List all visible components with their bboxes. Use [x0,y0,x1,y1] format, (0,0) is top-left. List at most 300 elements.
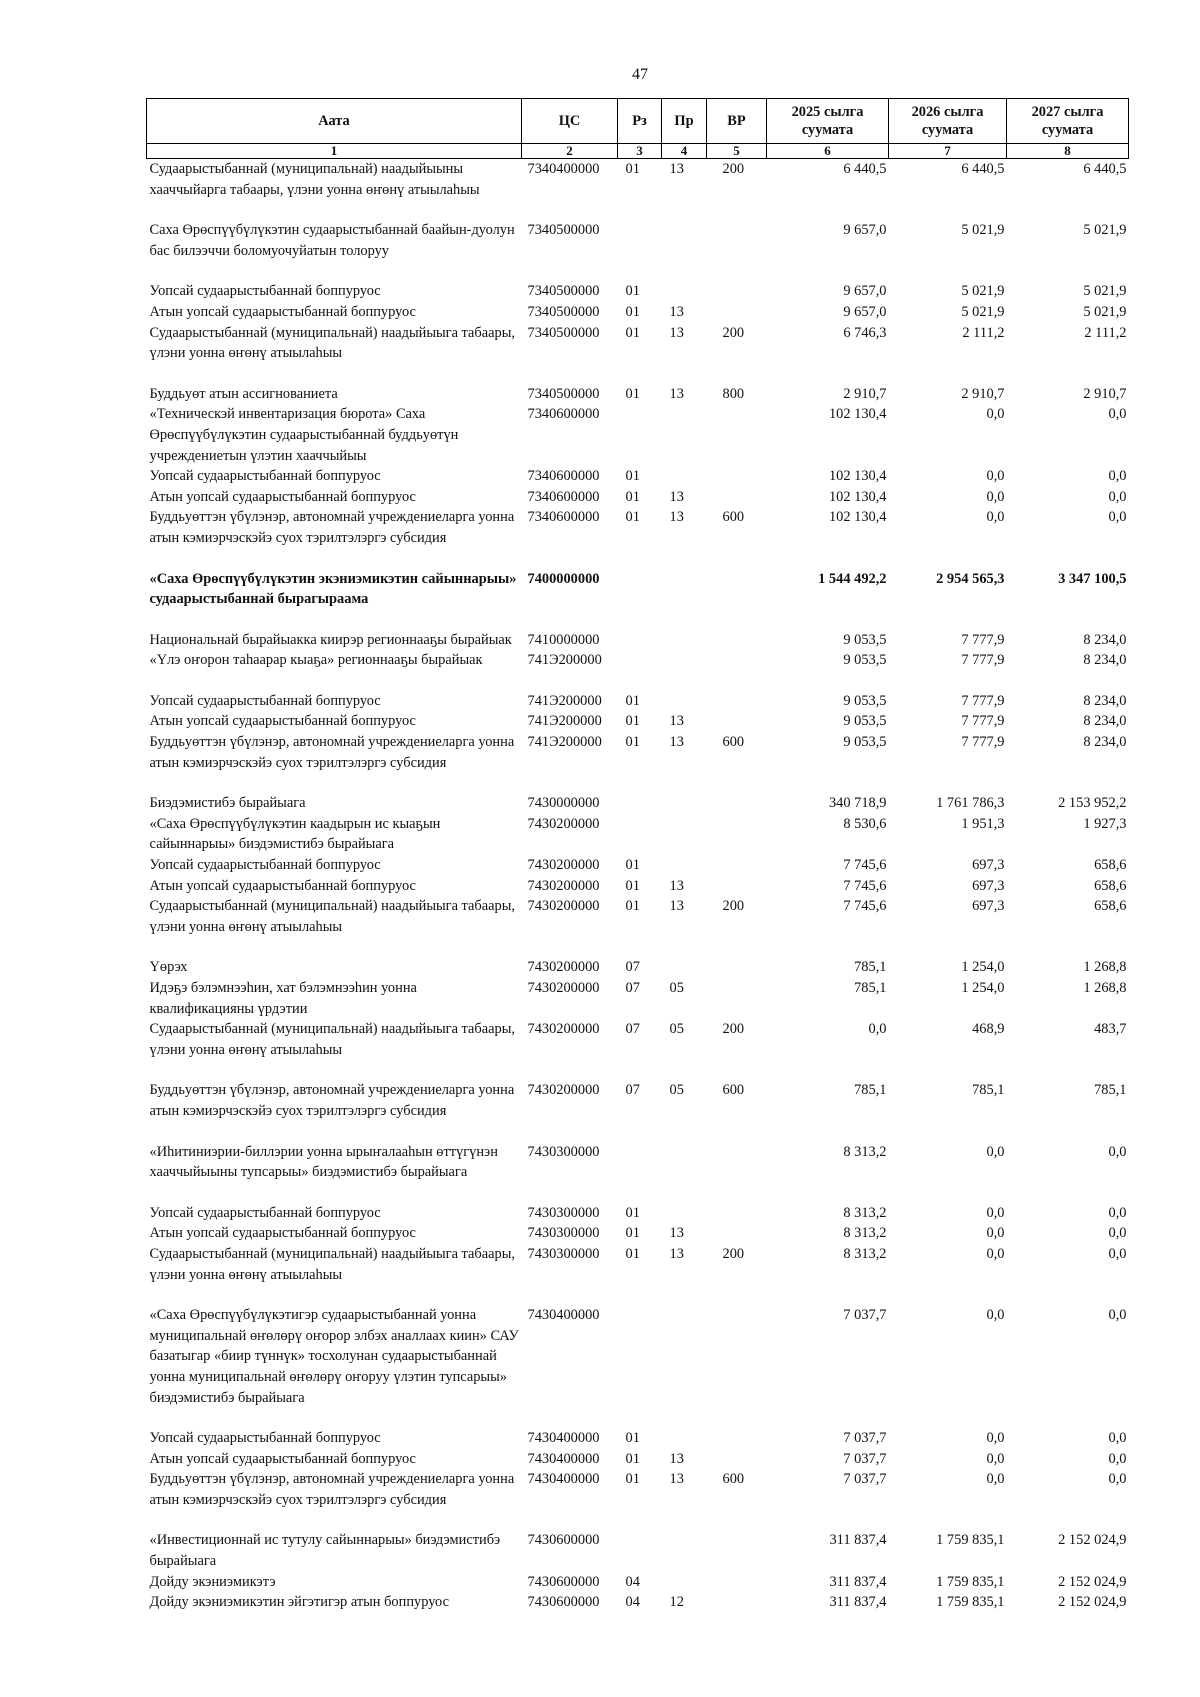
row-vr-code [707,650,767,671]
row-amount-2025: 102 130,4 [828,488,887,505]
row-cs-code: 7400000000 [527,570,600,587]
row-pr-code [662,1183,707,1224]
row-amount-2027: 0,0 [1108,1430,1127,1447]
table-row [147,1510,1129,1571]
table-row [147,711,1129,732]
row-name: Атын уопсай судаарыстыбаннай боппуруос [149,713,416,730]
row-amount-2027: 658,6 [1094,857,1127,874]
row-cs-code: 7430600000 [527,1594,600,1611]
row-amount-2025: 311 837,4 [829,1532,887,1549]
row-amount-2025: 785,1 [854,980,887,996]
row-amount-2025: 9 657,0 [843,283,887,300]
row-pr-code [662,1408,707,1449]
row-cs-code: 7430200000 [527,898,600,915]
row-amount-2026: 1 254,0 [961,959,1005,976]
row-amount-2027: 0,0 [1108,1204,1127,1221]
row-cs-code: 7430300000 [527,1225,600,1242]
row-amount-2025: 340 718,9 [828,795,887,812]
row-amount-2025: 8 313,2 [843,1225,887,1242]
row-rz-code: 01 [625,877,640,894]
row-rz-code: 01 [625,385,640,402]
row-amount-2027: 8 234,0 [1083,713,1127,730]
table-row [147,507,1129,548]
table-row [147,1572,1129,1593]
row-name: Буддьуөттэн үбүлэнэр, автономнай учреждениеларга уонна атын кэмиэрчэскэйэ суох тэрилтэлэргэ субсидия [149,1082,515,1119]
row-pr-code: 13 [669,1471,684,1488]
table-row [147,1122,1129,1183]
table-row [147,671,1129,712]
table-row [147,159,1129,201]
table-row [147,650,1129,671]
row-rz-code: 01 [625,1471,640,1488]
row-amount-2026: 697,3 [972,898,1005,915]
row-vr-code [707,487,767,508]
row-name: Судаарыстыбаннай (муниципальнай) наадыйыыны хааччыйарга табаары, үлэни уонна өҥөнү атыылаһыы [149,161,480,198]
row-pr-code [662,814,707,855]
table-row [147,1244,1129,1285]
row-vr-code [707,404,767,466]
row-cs-code: 7340500000 [527,324,600,341]
row-name: Уопсай судаарыстыбаннай боппуруос [149,857,381,874]
row-cs-code: 7430400000 [527,1471,600,1488]
row-amount-2027: 2 152 024,9 [1058,1532,1127,1549]
row-rz-code: 01 [625,488,640,505]
table-row [147,466,1129,487]
table-row [147,1060,1129,1121]
row-amount-2025: 7 745,6 [843,898,887,915]
row-rz-code [618,549,662,610]
row-amount-2026: 0,0 [986,1245,1005,1262]
row-amount-2025: 8 313,2 [843,1245,887,1262]
row-amount-2025: 9 053,5 [843,692,887,709]
row-name: «Саха Өрөспүүбүлүкэтин каадырын ис кыаҕын сайыннарыы» биэдэмистибэ бырайыага [149,815,441,853]
row-vr-code [707,200,767,261]
row-amount-2027: 8 234,0 [1083,631,1127,648]
row-amount-2026: 1 254,0 [961,980,1005,996]
row-amount-2027: 5 021,9 [1083,283,1127,300]
row-rz-code [618,650,662,671]
row-pr-code: 13 [669,877,684,894]
row-cs-code: 7430200000 [527,877,600,894]
row-name: Судаарыстыбаннай (муниципальнай) наадыйыыга табаары, үлэни уонна өҥөнү атыылаһыы [149,324,515,362]
row-amount-2026: 697,3 [972,857,1005,874]
row-rz-code [618,1285,662,1408]
row-amount-2025: 7 037,7 [843,1450,887,1467]
header-2026: 2026 сылга суумата [889,99,1007,144]
row-rz-code: 01 [625,898,640,915]
header-rz: Рз [618,99,662,144]
row-amount-2026: 0,0 [986,1225,1005,1242]
row-cs-code: 7430200000 [527,1021,600,1038]
row-cs-code: 7430400000 [527,1307,600,1324]
row-amount-2025: 7 745,6 [843,857,887,874]
row-name: Уопсай судаарыстыбаннай боппуруос [149,1430,381,1447]
row-vr-code: 600 [722,1082,745,1099]
column-number-row [147,144,1129,159]
row-pr-code: 13 [669,1225,684,1242]
row-rz-code: 01 [625,324,640,341]
row-amount-2026: 0,0 [986,509,1005,526]
row-name: Биэдэмистибэ бырайыага [149,795,306,812]
row-cs-code: 7430400000 [527,1450,600,1467]
row-cs-code: 7430400000 [527,1430,600,1447]
table-row [147,323,1129,364]
row-amount-2026: 7 777,9 [961,652,1005,669]
row-pr-code: 05 [669,1082,684,1099]
row-pr-code: 13 [669,488,684,505]
row-cs-code: 7340600000 [527,468,600,485]
row-vr-code [707,1572,767,1593]
row-vr-code [707,261,767,302]
row-rz-code [618,773,662,814]
row-name: Уопсай судаарыстыбаннай боппуруос [149,283,381,300]
table-row [147,1285,1129,1408]
row-vr-code [707,549,767,610]
header-2025: 2025 сылга суумата [767,99,889,144]
row-pr-code [662,610,707,651]
row-amount-2027: 0,0 [1108,406,1127,423]
column-number: 7 [889,144,1007,159]
row-amount-2027: 6 440,5 [1083,161,1127,177]
row-amount-2026: 0,0 [986,406,1005,423]
header-vr: ВР [707,99,767,144]
row-amount-2025: 311 837,4 [829,1573,887,1590]
row-amount-2026: 2 111,2 [962,324,1005,341]
row-pr-code [662,1285,707,1408]
row-name: Атын уопсай судаарыстыбаннай боппуруос [149,877,416,894]
row-amount-2027: 658,6 [1094,877,1127,894]
row-amount-2027: 8 234,0 [1083,652,1127,669]
row-amount-2026: 1 759 835,1 [936,1573,1005,1590]
row-amount-2027: 0,0 [1108,1143,1127,1160]
row-name: «Саха Өрөспүүбүлүкэтин экэниэмикэтин сайыннарыы» судаарыстыбаннай бырагыраама [149,570,517,608]
row-amount-2027: 5 021,9 [1083,303,1127,320]
row-pr-code [662,1122,707,1183]
row-cs-code: 7340600000 [527,488,600,505]
row-pr-code: 13 [669,1245,684,1262]
row-vr-code [707,1183,767,1224]
row-amount-2027: 0,0 [1108,1450,1127,1467]
row-vr-code [707,711,767,732]
row-name: Судаарыстыбаннай (муниципальнай) наадыйыыга табаары, үлэни уонна өҥөнү атыылаһыы [149,1245,515,1283]
row-vr-code [707,1449,767,1470]
row-vr-code [707,610,767,651]
row-cs-code: 7340500000 [527,303,600,320]
row-rz-code [618,1510,662,1571]
row-amount-2025: 9 053,5 [843,631,887,648]
row-pr-code [662,1572,707,1593]
row-amount-2025: 8 530,6 [843,815,887,832]
row-rz-code: 01 [625,303,640,320]
row-amount-2026: 5 021,9 [961,283,1005,300]
row-rz-code: 01 [625,713,640,730]
row-vr-code [707,1223,767,1244]
row-amount-2026: 0,0 [986,1204,1005,1221]
header-row [147,99,1129,144]
row-amount-2026: 1 759 835,1 [936,1532,1005,1549]
row-cs-code: 7340500000 [527,385,600,402]
row-name: Дойду экэниэмикэтин эйгэтигэр атын боппуруос [149,1594,449,1611]
row-name: Национальнай бырайыакка киирэр регионнааҕы бырайыак [149,631,512,648]
row-amount-2025: 7 037,7 [843,1307,887,1324]
header-2027: 2027 сылга суумата [1007,99,1129,144]
row-vr-code [707,937,767,978]
row-pr-code [662,650,707,671]
row-amount-2027: 2 152 024,9 [1058,1573,1127,1590]
row-amount-2026: 468,9 [972,1021,1005,1038]
row-amount-2026: 7 777,9 [961,734,1005,751]
row-amount-2025: 0,0 [868,1021,887,1038]
row-cs-code: 7430200000 [527,980,600,996]
row-amount-2027: 2 910,7 [1083,385,1127,402]
table-row [147,937,1129,978]
row-vr-code: 200 [722,898,745,915]
row-amount-2026: 0,0 [986,1430,1005,1447]
row-name: Уопсай судаарыстыбаннай боппуруос [149,1204,381,1221]
row-amount-2026: 5 021,9 [961,222,1005,239]
row-rz-code: 01 [625,161,640,177]
row-amount-2025: 9 053,5 [843,734,887,751]
row-amount-2025: 102 130,4 [828,509,887,526]
table-row [147,364,1129,405]
row-pr-code [662,261,707,302]
row-vr-code [707,855,767,876]
row-pr-code: 12 [669,1594,684,1611]
row-amount-2025: 9 053,5 [843,652,887,669]
row-amount-2026: 1 759 835,1 [936,1594,1005,1611]
row-amount-2027: 2 111,2 [1084,324,1127,341]
page-number: 47 [632,66,648,83]
row-amount-2026: 0,0 [986,1307,1005,1324]
row-amount-2027: 8 234,0 [1083,692,1127,709]
column-number: 8 [1007,144,1129,159]
row-rz-code: 01 [625,283,640,300]
table-row [147,404,1129,466]
row-rz-code: 07 [625,1021,640,1038]
row-name: Саха Өрөспүүбүлүкэтин судаарыстыбаннай баайын-дуолун бас билээччи боломуочуйатын толоруу [149,222,515,259]
row-cs-code: 7340600000 [527,509,600,526]
row-pr-code [662,404,707,466]
row-amount-2025: 8 313,2 [843,1143,887,1160]
row-vr-code: 200 [722,1021,745,1038]
row-amount-2027: 0,0 [1108,509,1127,526]
table-row [147,1223,1129,1244]
row-vr-code [707,814,767,855]
row-name: Буддьуөт атын ассигнованиета [149,385,338,402]
row-rz-code: 04 [625,1594,640,1611]
row-cs-code: 7430300000 [527,1204,600,1221]
row-amount-2027: 2 152 024,9 [1058,1594,1127,1611]
table-row [147,1469,1129,1510]
row-pr-code: 13 [669,324,684,341]
row-amount-2027: 658,6 [1094,898,1127,915]
table-row [147,487,1129,508]
row-rz-code: 07 [625,959,640,976]
row-cs-code: 7430000000 [527,795,600,812]
row-amount-2027: 1 927,3 [1083,815,1127,832]
row-amount-2026: 1 951,3 [961,815,1005,832]
row-amount-2027: 0,0 [1108,1225,1127,1242]
row-rz-code: 01 [625,857,640,874]
row-vr-code: 200 [722,1245,745,1262]
table-row [147,1408,1129,1449]
row-pr-code: 13 [669,1450,684,1467]
row-amount-2025: 7 037,7 [843,1471,887,1488]
row-cs-code: 7410000000 [527,631,600,648]
row-pr-code [662,549,707,610]
row-amount-2025: 1 544 492,2 [818,570,887,587]
row-amount-2026: 0,0 [986,1143,1005,1160]
row-pr-code [662,200,707,261]
row-amount-2027: 3 347 100,5 [1058,570,1127,587]
row-amount-2026: 7 777,9 [961,713,1005,730]
table-row [147,1019,1129,1060]
row-vr-code: 600 [722,734,745,751]
row-rz-code [618,1122,662,1183]
row-amount-2026: 7 777,9 [961,692,1005,709]
table-row [147,549,1129,610]
row-amount-2027: 1 268,8 [1083,980,1127,996]
table-row [147,978,1129,1019]
row-amount-2025: 785,1 [854,1082,887,1099]
row-rz-code [618,200,662,261]
table-row [147,773,1129,814]
row-pr-code [662,1510,707,1571]
row-rz-code: 01 [625,468,640,485]
row-vr-code: 600 [722,509,745,526]
row-rz-code: 01 [625,1245,640,1262]
row-amount-2025: 311 837,4 [829,1594,887,1611]
row-vr-code [707,1510,767,1571]
column-number: 4 [662,144,707,159]
row-amount-2025: 2 910,7 [843,385,887,402]
row-vr-code: 800 [722,385,745,402]
row-vr-code [707,302,767,323]
row-amount-2025: 6 440,5 [843,161,887,177]
row-vr-code [707,466,767,487]
row-vr-code [707,1592,767,1613]
row-amount-2025: 9 657,0 [843,222,887,239]
row-amount-2027: 2 153 952,2 [1058,795,1127,812]
row-rz-code: 01 [625,509,640,526]
header-cs: ЦС [522,99,618,144]
row-amount-2026: 1 761 786,3 [936,795,1005,812]
row-name: Атын уопсай судаарыстыбаннай боппуруос [149,488,416,505]
row-pr-code: 13 [669,509,684,526]
row-name: «Иһитиниэрии-биллэрии уонна ырыҥалааһын өттүгүнэн хааччыйыыны тупсарыы» биэдэмистибэ бырайыага [149,1143,498,1181]
table-row [147,876,1129,897]
row-name: «Инвестиционнай ис тутулу сайыннарыы» биэдэмистибэ бырайыага [149,1532,501,1570]
row-cs-code: 7430600000 [527,1532,600,1549]
table-row [147,200,1129,261]
column-number: 1 [147,144,522,159]
row-vr-code [707,1285,767,1408]
row-cs-code: 7340500000 [527,283,600,300]
row-cs-code: 7340500000 [527,222,600,239]
row-name: Идэҕэ бэлэмнээһин, хат бэлэмнээһин уонна квалификацияны үрдэтии [149,980,417,1017]
row-name: Атын уопсай судаарыстыбаннай боппуруос [149,1225,416,1242]
row-rz-code [618,814,662,855]
row-pr-code: 05 [669,980,684,996]
row-pr-code [662,773,707,814]
row-pr-code: 13 [669,898,684,915]
row-amount-2027: 0,0 [1108,1245,1127,1262]
row-rz-code [618,404,662,466]
table-row [147,610,1129,651]
row-rz-code: 01 [625,1225,640,1242]
row-pr-code [662,671,707,712]
table-row [147,1592,1129,1613]
row-vr-code [707,1122,767,1183]
row-amount-2027: 483,7 [1094,1021,1127,1038]
row-name: Судаарыстыбаннай (муниципальнай) наадыйыыга табаары, үлэни уонна өҥөнү атыылаһыы [149,898,515,935]
row-cs-code: 7430200000 [527,857,600,874]
row-name: Дойду экэниэмикэтэ [149,1573,276,1590]
column-number: 3 [618,144,662,159]
row-cs-code: 7430200000 [527,815,600,832]
row-cs-code: 7430600000 [527,1573,600,1590]
row-amount-2025: 785,1 [854,959,887,976]
row-cs-code: 7340600000 [527,406,600,423]
row-pr-code [662,937,707,978]
table-row [147,896,1129,937]
row-vr-code [707,671,767,712]
row-cs-code: 7430300000 [527,1245,600,1262]
row-amount-2026: 2 910,7 [961,385,1005,402]
table-row [147,1449,1129,1470]
column-number: 5 [707,144,767,159]
row-name: Уопсай судаарыстыбаннай боппуруос [149,468,381,485]
row-vr-code [707,773,767,814]
table-row [147,814,1129,855]
row-rz-code: 04 [625,1573,640,1590]
row-amount-2026: 7 777,9 [961,631,1005,648]
budget-table-container [146,98,1128,1613]
row-amount-2025: 102 130,4 [828,406,887,423]
row-cs-code: 741Э200000 [527,713,602,730]
row-amount-2026: 0,0 [986,1450,1005,1467]
row-cs-code: 7430200000 [527,959,600,976]
row-rz-code: 07 [625,980,640,996]
row-amount-2025: 7 037,7 [843,1430,887,1447]
row-amount-2027: 0,0 [1108,488,1127,505]
row-pr-code [662,466,707,487]
row-amount-2027: 8 234,0 [1083,734,1127,751]
row-amount-2025: 6 746,3 [843,324,887,341]
row-vr-code: 600 [722,1471,745,1488]
row-name: Уопсай судаарыстыбаннай боппуруос [149,692,381,709]
column-number: 6 [767,144,889,159]
row-amount-2027: 0,0 [1108,1471,1127,1488]
row-amount-2026: 0,0 [986,468,1005,485]
row-vr-code [707,978,767,1019]
column-number: 2 [522,144,618,159]
row-amount-2025: 9 053,5 [843,713,887,730]
row-name: Атын уопсай судаарыстыбаннай боппуруос [149,1450,416,1467]
row-amount-2025: 102 130,4 [828,468,887,485]
row-pr-code: 05 [669,1021,684,1038]
header-name: Аата [147,99,522,144]
table-row [147,302,1129,323]
row-amount-2027: 0,0 [1108,468,1127,485]
row-name: Үөрэх [149,959,188,976]
row-amount-2027: 5 021,9 [1083,222,1127,239]
row-name: Буддьуөттэн үбүлэнэр, автономнай учреждениеларга уонна атын кэмиэрчэскэйэ суох тэрилтэлэргэ субсидия [149,509,515,546]
row-rz-code: 01 [625,692,640,709]
row-cs-code: 7430200000 [527,1082,600,1099]
row-pr-code: 13 [669,161,684,177]
row-amount-2025: 8 313,2 [843,1204,887,1221]
